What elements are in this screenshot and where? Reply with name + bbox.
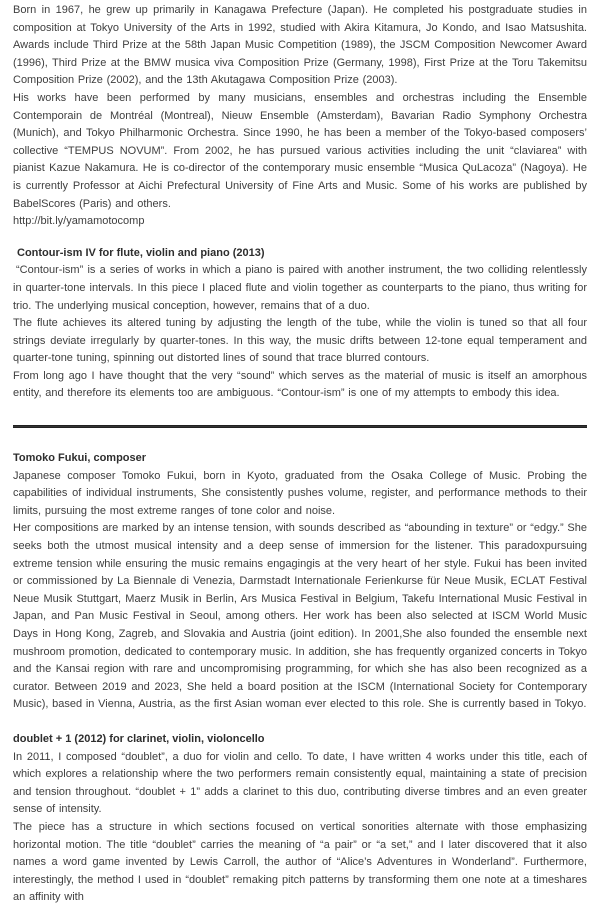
- doublet-paragraph-structure: The piece has a structure in which sections focused on vertical sonorities alternate with those emphasizing horizontal motion. The title “doublet” carries the meaning of “a pair” or “a set,” and I later discovered that it also names a word game invented by Lewis Carroll, the author of “Alice’s Adventures in Wonderland”. Furthermore, interestingly, the method I used in “doublet” remaking pitch patterns by transforming them one note at a timeshares an affinity with: [13, 820, 587, 904]
- work-title-contour-ism: Contour-ism IV for flute, violin and piano (2013): [17, 246, 265, 259]
- section-doublet: [13, 731, 587, 907]
- bio-link-url[interactable]: http://bit.ly/yamamotocomp: [13, 215, 145, 228]
- contour-paragraph-tuning: The flute achieves its altered tuning by adjusting the length of the tube, while the violin is tuned so that all four strings deviate irregularly by quarter-tones. In this way, the music drifts between 12-tone equal temperament and quarter-tone tuning, spinning out distorted lines of sound that trace blurred contours.: [13, 317, 587, 365]
- fukui-paragraph-intro: Japanese composer Tomoko Fukui, born in Kyoto, graduated from the Osaka College of Music. Probing the capabilities of individual instruments, She consistently pushes volume, register, and performance methods to their limits, pursuing the most extreme ranges of tone color and noise.: [13, 469, 587, 517]
- bio-paragraph-awards: Born in 1967, he grew up primarily in Kanagawa Prefecture (Japan). He completed his postgraduate studies in composition at Tokyo University of the Arts in 1992, studied with Akira Kitamura, Jo Kondo, and Isao Matsushita. Awards include Third Prize at the 58th Japan Music Competition (1989), the JSCM Composition Newcomer Award (1996), Third Prize at the BMW musica viva Composition Prize (Germany, 1998), First Prize at the Toru Takemitsu Composition Prize (2002), and the 13th Akutagawa Composition Prize (2003).: [13, 4, 587, 87]
- spacer: [13, 231, 587, 245]
- contour-paragraph-idea: From long ago I have thought that the very “sound” which serves as the material of music is itself an amorphous entity, and therefore its elements too are ambiguous. “Contour-ism” is one of my attempts to embody this idea.: [13, 369, 587, 400]
- section-fukui-bio: [13, 450, 587, 714]
- bio-paragraph-performances: His works have been performed by many musicians, ensembles and orchestras including the Ensemble Contemporain de Montréal (Montreal), Nieuw Ensemble (Amsterdam), Bavarian Radio Symphony Orchestra (Munich), and Tokyo Philharmonic Orchestra. Since 1990, he has been a member of the Tokyo-based composers’ collective “TEMPUS NOVUM”. From 2002, he has pursued various activities including the unit “claviarea” with pianist Kazue Nakamura. He is co-director of the contemporary music ensemble “Musica QuLacoza” (Nagoya). He is currently Professor at Aichi Prefectural University of Fine Arts and Music. Some of his works are published by BabelScores (Paris) and others.: [13, 91, 587, 210]
- contour-paragraph-series: “Contour-ism” is a series of works in which a piano is paired with another instrument, the two colliding relentlessly in quarter-tone intervals. In this piece I placed flute and violin together as counterparts to the piano, thus writing for trio. The underlying musical conception, however, remains that of a duo.: [13, 264, 587, 312]
- section-divider: [13, 425, 587, 428]
- section-yamamoto-bio: [13, 2, 587, 231]
- fukui-paragraph-career: Her compositions are marked by an intense tension, with sounds described as “abounding in texture” or “edgy.” She seeks both the utmost musical intensity and a deep sense of immersion for the listener. This paradoxpursuing extreme tension while ensuring the music remains engagingis at the very heart of her style. Fukui has been invited or commissioned by La Biennale di Venezia, Darmstadt Internationale Ferienkurse für Neue Musik, ECLAT Festival Neue Musik Stuttgart, Maerz Musik in Berlin, Ars Musica Festival in Belgium, Takefu International Music Festival in Japan, and Pan Music Festival in Seoul, among others. Her work has been also selected at ISCM World Music Days in Hong Kong, Zagreb, and Slovakia and Austria (joint edition). In 2001,She also founded the ensemble next mushroom promotion, dedicated to contemporary music. In addition, she has frequently organized concerts in Tokyo and the Kansai region with rare and uncompromising programming, for which she has also been recognized as a curator. Between 2019 and 2023, She held a board position at the ISCM (International Society for Contemporary Music), based in Vienna, Austria, as the first Asian woman ever elected to this role. She is currently based in Tokyo.: [13, 522, 587, 711]
- section-contour-ism: [13, 245, 587, 403]
- doublet-paragraph-origin: In 2011, I composed “doublet”, a duo for violin and cello. To date, I have written 4 works under this title, each of which explores a relationship where the two performers remain consistently equal, maintaining a state of precision and tension throughout. “doublet + 1” adds a clarinet to this duo, contributing diverse timbres and an even greater sense of intensity.: [13, 750, 587, 816]
- composer-name-heading: Tomoko Fukui, composer: [13, 452, 147, 465]
- spacer: [13, 714, 587, 731]
- work-title-doublet: doublet + 1 (2012) for clarinet, violin, violoncello: [13, 732, 265, 745]
